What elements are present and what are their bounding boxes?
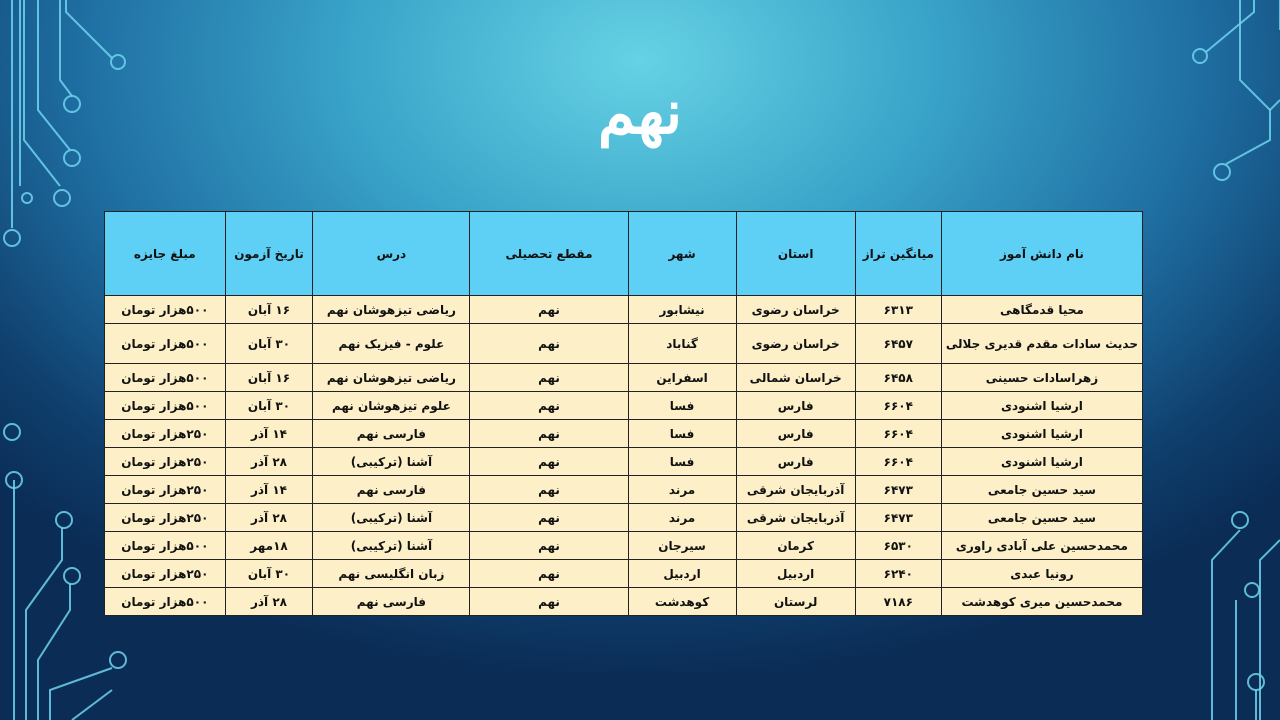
cell-grade: نهم — [470, 392, 628, 420]
cell-grade: نهم — [470, 532, 628, 560]
cell-prize-amount: ۲۵۰هزار تومان — [105, 504, 226, 532]
cell-exam-date: ۱۴ آذر — [225, 476, 313, 504]
cell-subject: علوم تیزهوشان نهم — [313, 392, 470, 420]
cell-subject: آشنا (ترکیبی) — [313, 532, 470, 560]
cell-exam-date: ۳۰ آبان — [225, 560, 313, 588]
cell-student-name: رونیا عبدی — [941, 560, 1142, 588]
cell-student-name: حدیث سادات مقدم قدیری جلالی — [941, 324, 1142, 364]
cell-prize-amount: ۵۰۰هزار تومان — [105, 364, 226, 392]
cell-student-name: محیا قدمگاهی — [941, 296, 1142, 324]
cell-province: اردبیل — [736, 560, 855, 588]
cell-city: فسا — [628, 392, 736, 420]
cell-average-score: ۶۶۰۴ — [855, 392, 941, 420]
cell-prize-amount: ۲۵۰هزار تومان — [105, 560, 226, 588]
cell-grade: نهم — [470, 504, 628, 532]
cell-province: لرستان — [736, 588, 855, 616]
header-student-name: نام دانش آموز — [941, 212, 1142, 296]
cell-subject: زبان انگلیسی نهم — [313, 560, 470, 588]
cell-city: فسا — [628, 420, 736, 448]
cell-grade: نهم — [470, 324, 628, 364]
table-row — [105, 532, 1143, 560]
cell-city: مرند — [628, 504, 736, 532]
cell-subject: فارسی نهم — [313, 420, 470, 448]
cell-city: اسفراین — [628, 364, 736, 392]
cell-grade: نهم — [470, 448, 628, 476]
table-row — [105, 476, 1143, 504]
cell-average-score: ۶۶۰۴ — [855, 420, 941, 448]
table-row — [105, 560, 1143, 588]
cell-exam-date: ۱۶ آبان — [225, 296, 313, 324]
cell-city: گناباد — [628, 324, 736, 364]
cell-province: خراسان رضوی — [736, 296, 855, 324]
cell-prize-amount: ۵۰۰هزار تومان — [105, 532, 226, 560]
cell-city: نیشابور — [628, 296, 736, 324]
cell-subject: آشنا (ترکیبی) — [313, 448, 470, 476]
cell-city: اردبیل — [628, 560, 736, 588]
cell-province: خراسان رضوی — [736, 324, 855, 364]
cell-city: کوهدشت — [628, 588, 736, 616]
cell-province: کرمان — [736, 532, 855, 560]
cell-prize-amount: ۵۰۰هزار تومان — [105, 296, 226, 324]
cell-subject: ریاضی تیزهوشان نهم — [313, 364, 470, 392]
cell-subject: فارسی نهم — [313, 588, 470, 616]
cell-prize-amount: ۵۰۰هزار تومان — [105, 392, 226, 420]
cell-grade: نهم — [470, 476, 628, 504]
cell-student-name: محمدحسین علی آبادی راوری — [941, 532, 1142, 560]
cell-exam-date: ۱۶ آبان — [225, 364, 313, 392]
cell-province: فارس — [736, 392, 855, 420]
cell-province: آذربایجان شرقی — [736, 476, 855, 504]
cell-student-name: زهراسادات حسینی — [941, 364, 1142, 392]
cell-student-name: ارشیا اشنودی — [941, 392, 1142, 420]
cell-average-score: ۶۳۱۳ — [855, 296, 941, 324]
cell-exam-date: ۱۸مهر — [225, 532, 313, 560]
cell-average-score: ۶۴۵۷ — [855, 324, 941, 364]
header-exam-date: تاریخ آزمون — [225, 212, 313, 296]
cell-prize-amount: ۵۰۰هزار تومان — [105, 588, 226, 616]
cell-student-name: محمدحسین میری کوهدشت — [941, 588, 1142, 616]
cell-average-score: ۶۵۳۰ — [855, 532, 941, 560]
cell-student-name: سید حسین جامعی — [941, 504, 1142, 532]
cell-city: سیرجان — [628, 532, 736, 560]
header-prize-amount: مبلغ جایزه — [105, 212, 226, 296]
table-row — [105, 324, 1143, 364]
header-subject: درس — [313, 212, 470, 296]
cell-average-score: ۶۲۴۰ — [855, 560, 941, 588]
table-row — [105, 392, 1143, 420]
cell-grade: نهم — [470, 296, 628, 324]
cell-subject: علوم - فیزیک نهم — [313, 324, 470, 364]
cell-subject: ریاضی تیزهوشان نهم — [313, 296, 470, 324]
cell-city: مرند — [628, 476, 736, 504]
header-grade: مقطع تحصیلی — [470, 212, 628, 296]
cell-province: خراسان شمالی — [736, 364, 855, 392]
cell-prize-amount: ۵۰۰هزار تومان — [105, 324, 226, 364]
page-title: نهم — [597, 78, 683, 148]
cell-grade: نهم — [470, 588, 628, 616]
cell-student-name: سید حسین جامعی — [941, 476, 1142, 504]
cell-average-score: ۷۱۸۶ — [855, 588, 941, 616]
cell-province: فارس — [736, 448, 855, 476]
cell-grade: نهم — [470, 560, 628, 588]
cell-average-score: ۶۶۰۴ — [855, 448, 941, 476]
cell-prize-amount: ۲۵۰هزار تومان — [105, 448, 226, 476]
cell-average-score: ۶۴۷۳ — [855, 476, 941, 504]
cell-prize-amount: ۲۵۰هزار تومان — [105, 420, 226, 448]
cell-exam-date: ۱۴ آذر — [225, 420, 313, 448]
cell-exam-date: ۲۸ آذر — [225, 504, 313, 532]
cell-province: فارس — [736, 420, 855, 448]
table-row — [105, 364, 1143, 392]
table-row — [105, 420, 1143, 448]
cell-city: فسا — [628, 448, 736, 476]
cell-exam-date: ۲۸ آذر — [225, 588, 313, 616]
awards-table — [104, 211, 1143, 616]
cell-province: آذربایجان شرقی — [736, 504, 855, 532]
cell-grade: نهم — [470, 364, 628, 392]
cell-student-name: ارشیا اشنودی — [941, 448, 1142, 476]
cell-subject: آشنا (ترکیبی) — [313, 504, 470, 532]
cell-student-name: ارشیا اشنودی — [941, 420, 1142, 448]
header-province: استان — [736, 212, 855, 296]
cell-exam-date: ۳۰ آبان — [225, 392, 313, 420]
table-row — [105, 448, 1143, 476]
cell-subject: فارسی نهم — [313, 476, 470, 504]
cell-grade: نهم — [470, 420, 628, 448]
table-header-row — [105, 212, 1143, 296]
header-average-score: میانگین تراز — [855, 212, 941, 296]
cell-average-score: ۶۴۷۳ — [855, 504, 941, 532]
table-row — [105, 504, 1143, 532]
header-city: شهر — [628, 212, 736, 296]
table-row — [105, 588, 1143, 616]
cell-exam-date: ۳۰ آبان — [225, 324, 313, 364]
cell-exam-date: ۲۸ آذر — [225, 448, 313, 476]
cell-average-score: ۶۴۵۸ — [855, 364, 941, 392]
table-row — [105, 296, 1143, 324]
cell-prize-amount: ۲۵۰هزار تومان — [105, 476, 226, 504]
